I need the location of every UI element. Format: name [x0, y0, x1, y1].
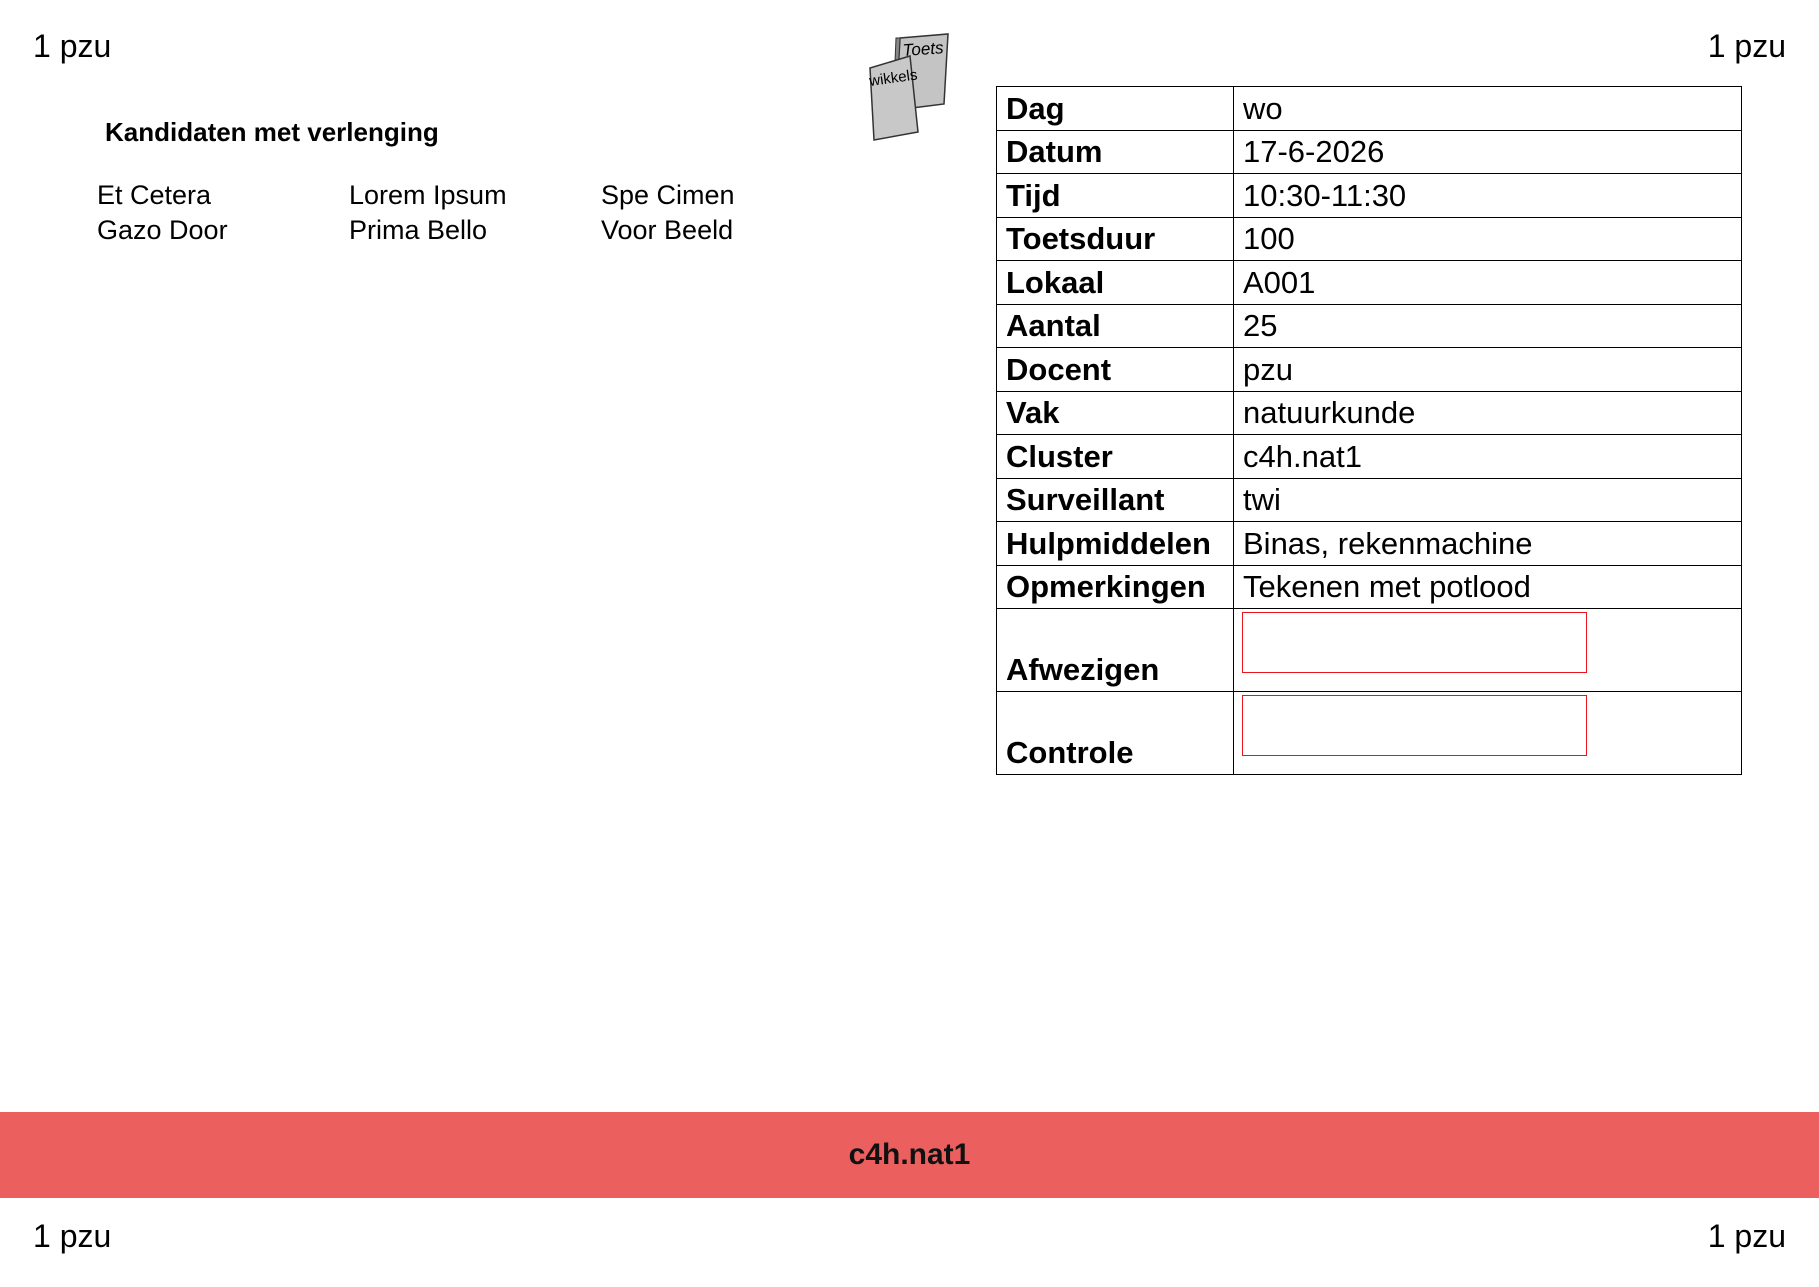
table-row-docent — [997, 348, 1742, 392]
table-row-dag — [997, 87, 1742, 131]
table-row-aantal — [997, 304, 1742, 348]
check-cell — [1234, 692, 1742, 775]
check-label: Controle — [997, 692, 1234, 775]
table-row-surveillant — [997, 478, 1742, 522]
candidates-list — [97, 181, 853, 244]
row-label: Opmerkingen — [997, 565, 1234, 609]
row-label: Datum — [997, 130, 1234, 174]
corner-label-top-right: 1 pzu — [1707, 28, 1786, 64]
row-label: Tijd — [997, 174, 1234, 218]
candidate-name: Voor Beeld — [601, 215, 734, 245]
row-label: Cluster — [997, 435, 1234, 479]
row-value: Binas, rekenmachine — [1234, 522, 1742, 566]
row-value: 100 — [1234, 217, 1742, 261]
row-label: Lokaal — [997, 261, 1234, 305]
table-row-toetsduur — [997, 217, 1742, 261]
row-value: c4h.nat1 — [1234, 435, 1742, 479]
candidate-name: Gazo Door — [97, 215, 228, 245]
table-row-controle — [997, 692, 1742, 775]
row-label: Aantal — [997, 304, 1234, 348]
table-row-hulpmiddelen — [997, 522, 1742, 566]
exam-details-table — [996, 86, 1742, 775]
row-label: Dag — [997, 87, 1234, 131]
candidate-name: Spe Cimen — [601, 180, 735, 210]
row-value: 10:30-11:30 — [1234, 174, 1742, 218]
logo-word-toets: Toets — [901, 38, 945, 60]
table-row-vak — [997, 391, 1742, 435]
candidate-name: Lorem Ipsum — [349, 180, 507, 210]
row-value: natuurkunde — [1234, 391, 1742, 435]
cluster-banner — [0, 1112, 1819, 1198]
row-label: Surveillant — [997, 478, 1234, 522]
row-value: A001 — [1234, 261, 1742, 305]
row-label: Docent — [997, 348, 1234, 392]
row-value: 25 — [1234, 304, 1742, 348]
row-label: Hulpmiddelen — [997, 522, 1234, 566]
row-label: Vak — [997, 391, 1234, 435]
table-row-tijd — [997, 174, 1742, 218]
corner-label-bottom-left: 1 pzu — [33, 1218, 112, 1254]
candidate-name: Et Cetera — [97, 180, 212, 210]
table-row-afwezigen — [997, 609, 1742, 692]
row-value: wo — [1234, 87, 1742, 131]
absent-cell — [1234, 609, 1742, 692]
table-row-cluster — [997, 435, 1742, 479]
table-row-lokaal — [997, 261, 1742, 305]
table-row-opmerkingen — [997, 565, 1742, 609]
candidates-title: Kandidaten met verlenging — [105, 117, 439, 147]
row-value: pzu — [1234, 348, 1742, 392]
logo-word-wikkels: wikkels — [868, 66, 919, 90]
row-label: Toetsduur — [997, 217, 1234, 261]
corner-label-top-left: 1 pzu — [33, 28, 112, 64]
absent-input-box[interactable] — [1242, 612, 1587, 673]
candidate-name: Prima Bello — [349, 215, 488, 245]
check-input-box[interactable] — [1242, 695, 1587, 756]
corner-label-bottom-right: 1 pzu — [1707, 1218, 1786, 1254]
row-value: Tekenen met potlood — [1234, 565, 1742, 609]
cluster-banner-text: c4h.nat1 — [848, 1138, 971, 1171]
row-value: twi — [1234, 478, 1742, 522]
absent-label: Afwezigen — [997, 609, 1234, 692]
booklet-logo-icon — [866, 32, 952, 142]
row-value: 17-6-2026 — [1234, 130, 1742, 174]
table-row-datum — [997, 130, 1742, 174]
